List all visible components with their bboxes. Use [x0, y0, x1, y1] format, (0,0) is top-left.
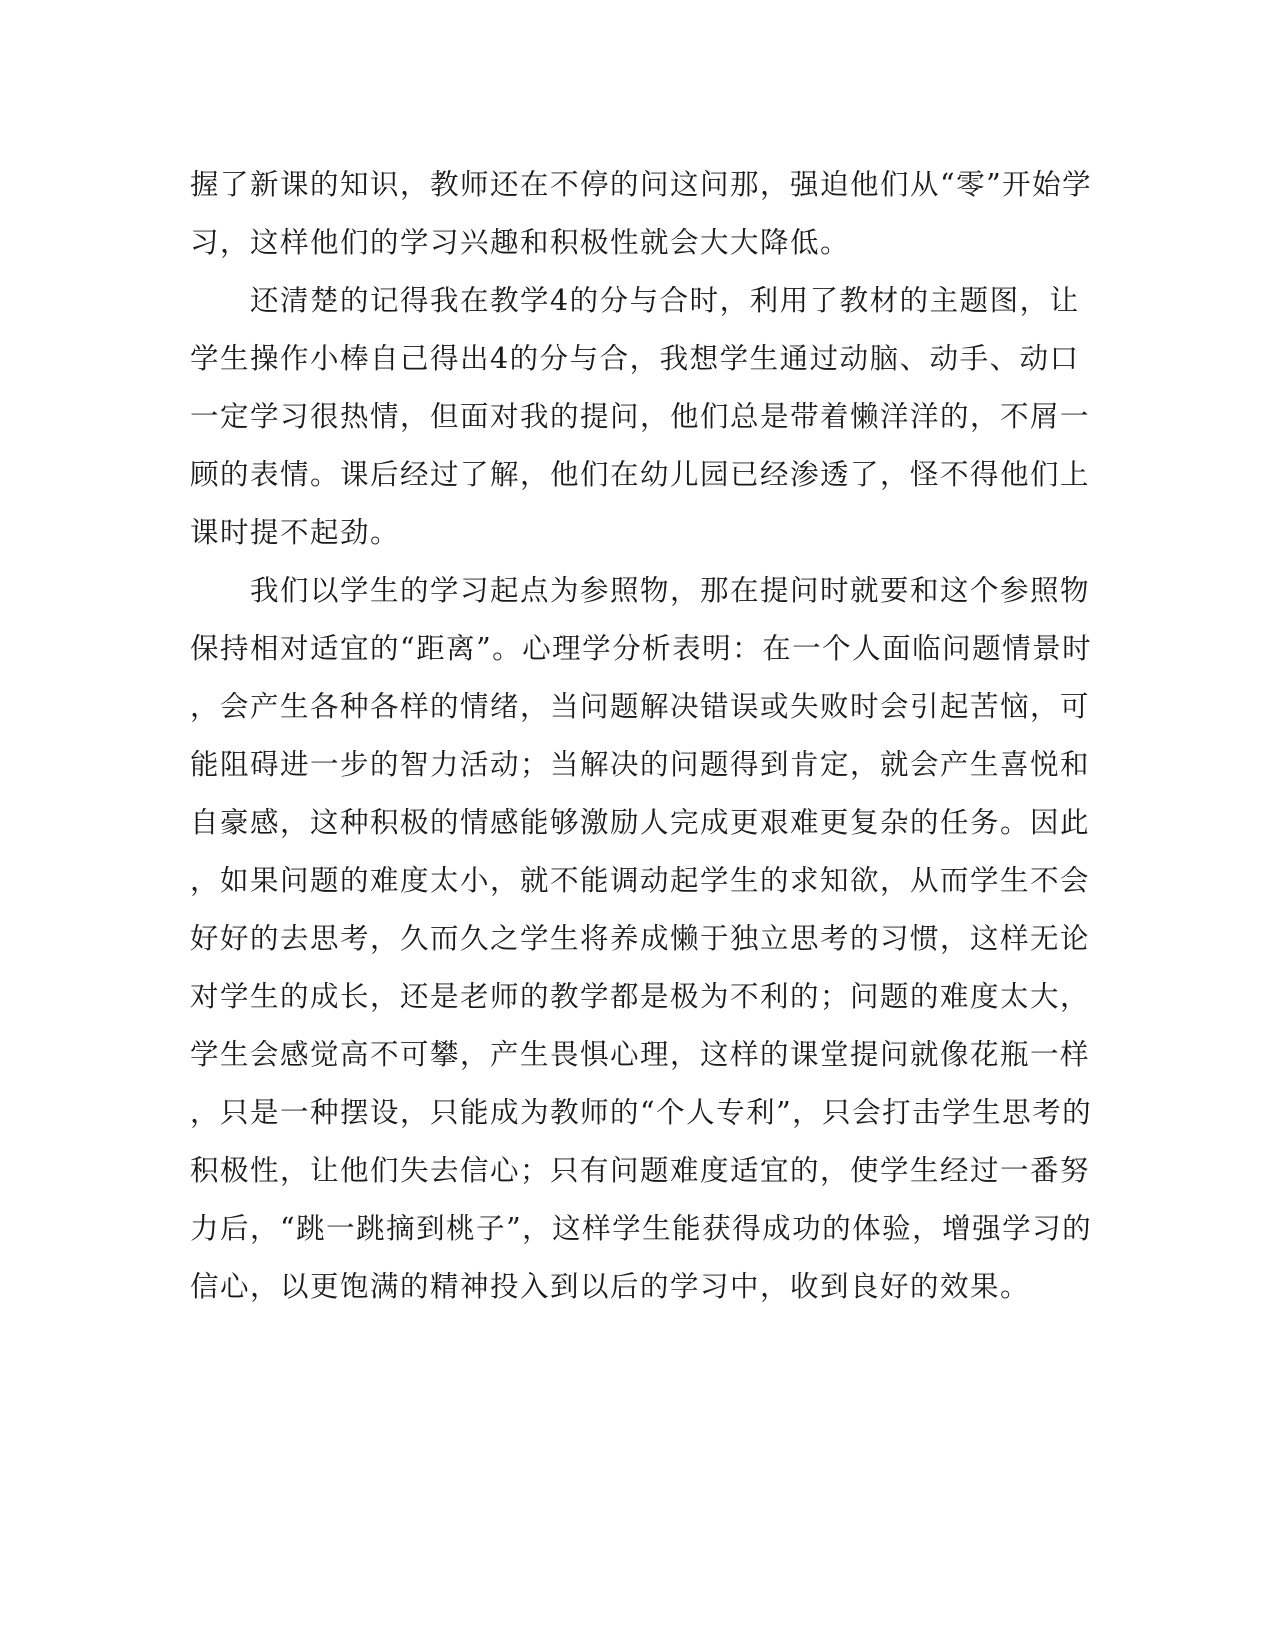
- text-line-1: 握了新课的知识，教师还在不停的问这问那，强迫他们从“零”开始学: [190, 168, 1093, 201]
- text-line-15: 对学生的成长，还是老师的教学都是极为不利的；问题的难度太大，: [190, 980, 1091, 1013]
- text-line-10: ，会产生各种各样的情绪，当问题解决错误或失败时会引起苦恼，可: [190, 690, 1091, 723]
- text-line-19: 力后，“跳一跳摘到桃子”，这样学生能获得成功的体验，增强学习的: [190, 1212, 1093, 1245]
- text-line-8: 我们以学生的学习起点为参照物，那在提问时就要和这个参照物: [190, 574, 1091, 607]
- text-line-14: 好好的去思考，久而久之学生将养成懒于独立思考的习惯，这样无论: [190, 922, 1091, 955]
- text-line-2: 习，这样他们的学习兴趣和积极性就会大大降低。: [190, 226, 851, 259]
- text-line-16: 学生会感觉高不可攀，产生畏惧心理，这样的课堂提问就像花瓶一样: [190, 1038, 1091, 1071]
- text-line-7: 课时提不起劲。: [190, 516, 401, 549]
- text-line-13: ，如果问题的难度太小，就不能调动起学生的求知欲，从而学生不会: [190, 864, 1091, 897]
- text-line-3: 还清楚的记得我在教学4的分与合时，利用了教材的主题图，让: [190, 284, 1080, 317]
- text-line-4: 学生操作小棒自己得出4的分与合，我想学生通过动脑、动手、动口: [190, 342, 1080, 375]
- text-line-9: 保持相对适宜的“距离”。心理学分析表明：在一个人面临问题情景时: [190, 632, 1093, 665]
- text-line-17: ，只是一种摆设，只能成为教师的“个人专利”，只会打击学生思考的: [190, 1096, 1093, 1129]
- text-line-18: 积极性，让他们失去信心；只有问题难度适宜的，使学生经过一番努: [190, 1154, 1091, 1187]
- text-line-5: 一定学习很热情，但面对我的提问，他们总是带着懒洋洋的，不屑一: [190, 400, 1091, 433]
- text-line-6: 顾的表情。课后经过了解，他们在幼儿园已经渗透了，怪不得他们上: [190, 458, 1091, 491]
- text-line-11: 能阻碍进一步的智力活动；当解决的问题得到肯定，就会产生喜悦和: [190, 748, 1091, 781]
- text-line-20: 信心，以更饱满的精神投入到以后的学习中，收到良好的效果。: [190, 1270, 1031, 1303]
- text-line-12: 自豪感，这种积极的情感能够激励人完成更艰难更复杂的任务。因此: [190, 806, 1091, 839]
